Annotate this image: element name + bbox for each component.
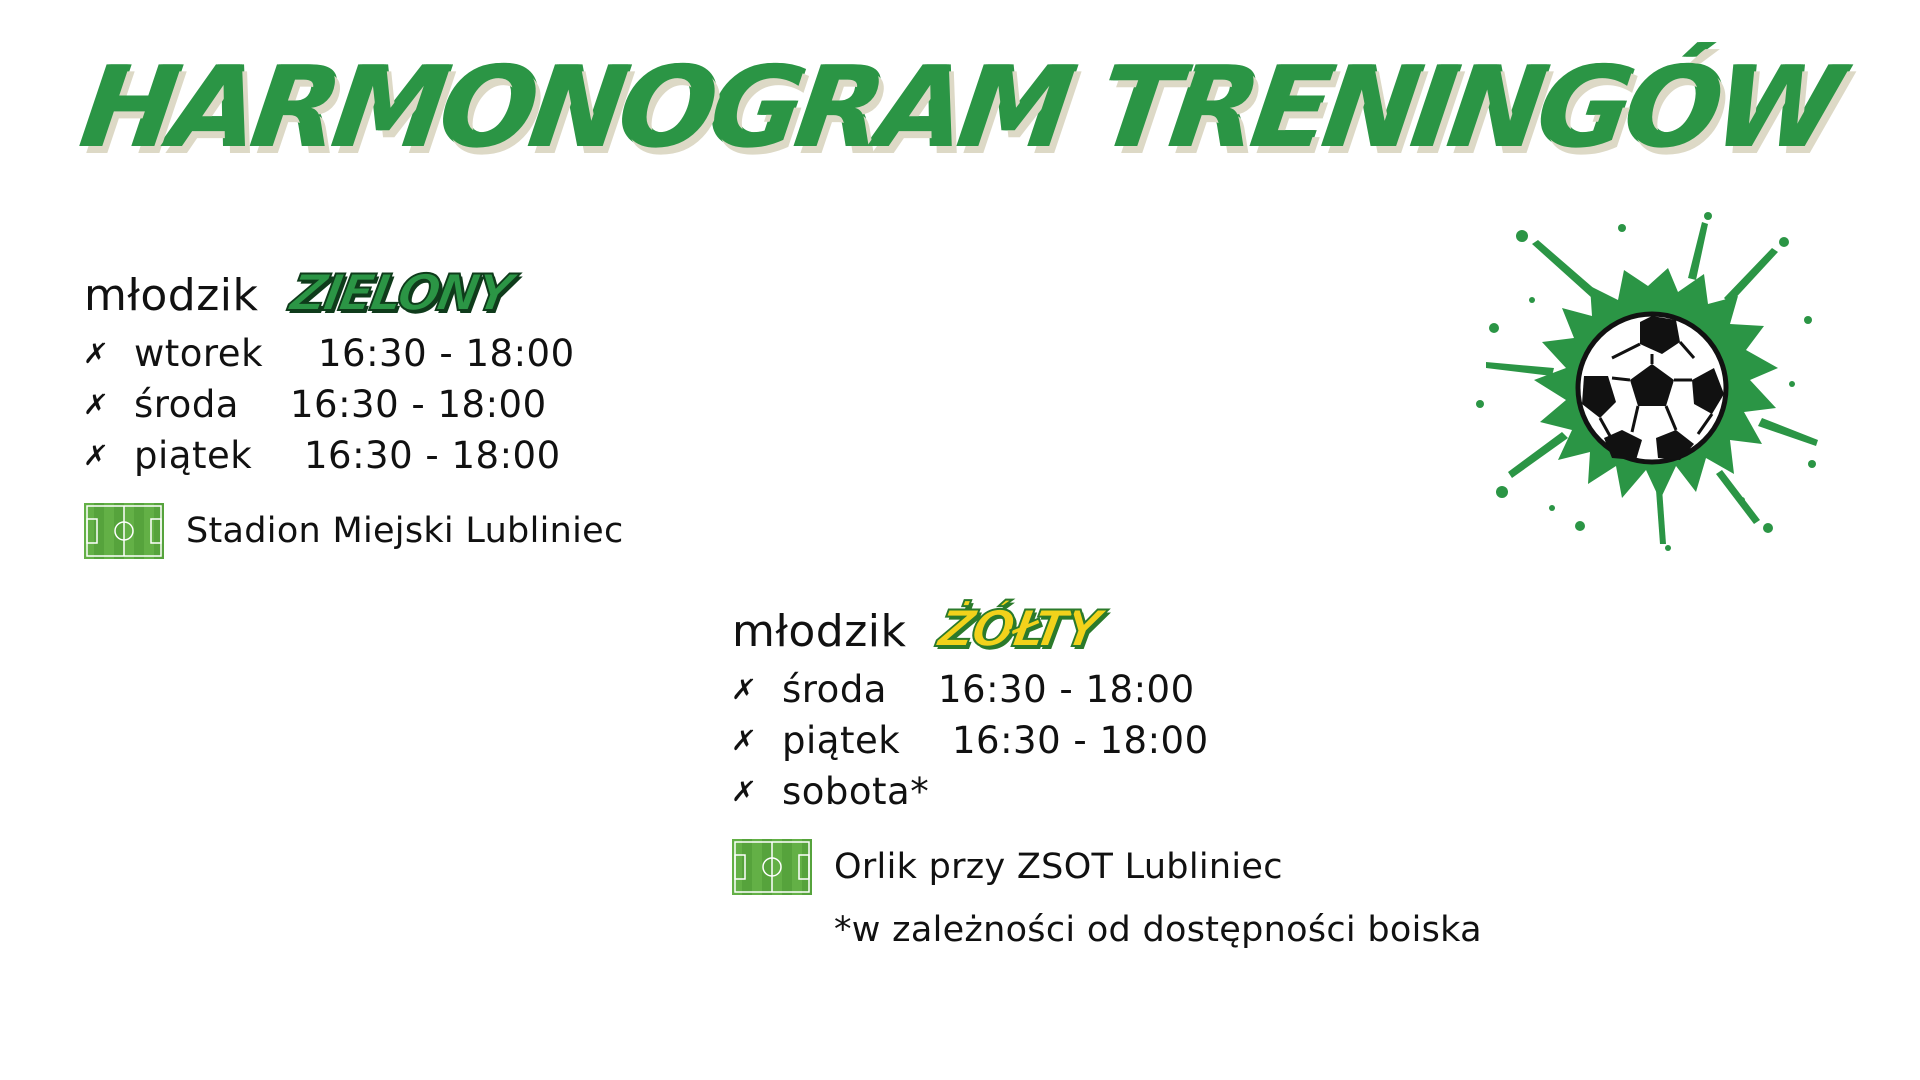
session-time: 16:30 - 18:00: [304, 434, 561, 477]
session-day: wtorek: [134, 332, 263, 375]
session-time: 16:30 - 18:00: [952, 719, 1209, 762]
session-day: środa: [782, 668, 887, 711]
session-item: [81, 430, 624, 481]
group-prefix: młodzik: [732, 606, 907, 657]
venue-name: Orlik przy ZSOT Lubliniec: [834, 846, 1283, 887]
cross-bullet-icon: ✗: [729, 774, 759, 808]
page-title: HARMONOGRAM TRENINGÓW: [75, 43, 1845, 173]
session-list: [81, 328, 624, 481]
venue: [84, 503, 624, 559]
cross-bullet-icon: ✗: [81, 336, 111, 370]
football-pitch-icon: [732, 839, 812, 895]
group-heading: [732, 590, 1482, 658]
group-zolty: [729, 590, 1482, 950]
session-day: piątek: [134, 434, 253, 477]
session-day: środa: [134, 383, 239, 426]
group-heading: [84, 254, 624, 322]
cross-bullet-icon: ✗: [729, 672, 759, 706]
session-day: sobota*: [782, 770, 930, 813]
session-item: [729, 766, 1482, 817]
soccer-ball-splash-icon: [1472, 208, 1824, 552]
football-pitch-icon: [84, 503, 164, 559]
group-zielony: [81, 254, 624, 559]
session-item: [81, 328, 624, 379]
group-color-name: ŻÓŁTY: [933, 600, 1103, 658]
footnote: *w zależności od dostępności boiska: [834, 910, 1482, 950]
cross-bullet-icon: ✗: [81, 438, 111, 472]
group-prefix: młodzik: [84, 270, 259, 321]
group-color-name: ZIELONY: [285, 264, 515, 322]
cross-bullet-icon: ✗: [729, 723, 759, 757]
session-list: [729, 664, 1482, 817]
session-time: 16:30 - 18:00: [318, 332, 575, 375]
session-time: 16:30 - 18:00: [290, 383, 547, 426]
session-day: piątek: [782, 719, 901, 762]
session-item: [729, 664, 1482, 715]
session-item: [729, 715, 1482, 766]
venue-name: Stadion Miejski Lubliniec: [186, 510, 624, 551]
venue: [732, 839, 1482, 895]
cross-bullet-icon: ✗: [81, 387, 111, 421]
session-time: 16:30 - 18:00: [938, 668, 1195, 711]
session-item: [81, 379, 624, 430]
